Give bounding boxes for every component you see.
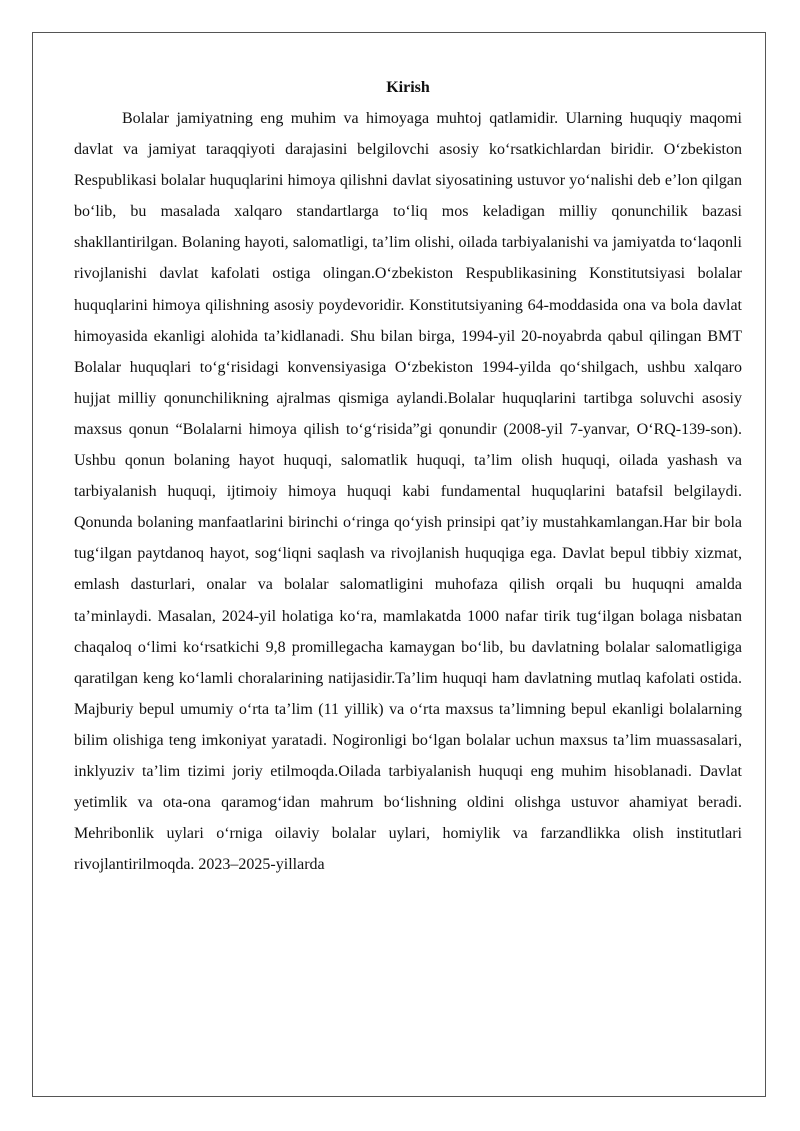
document-body [74,72,742,880]
body-paragraph: Bolalar jamiyatning eng muhim va himoyaga muhtoj qatlamidir. Ularning huquqiy maqomi davlat va jamiyat taraqqiyoti darajasini belgilovchi asosiy ko‘rsatkichlardan biridir. O‘zbekiston Respublikasi bolalar huquqlarini himoya qilishni davlat siyosatining ustuvor yo‘nalishi deb e’lon qilgan bo‘lib, bu masalada xalqaro standartlarga to‘liq mos keladigan milliy qonunchilik bazasi shakllantirilgan. Bolaning hayoti, salomatligi, ta’lim olishi, oilada tarbiyalanishi va jamiyatda to‘laqonli rivojlanishi davlat kafolati ostiga olingan.O‘zbekiston Respublikasining Konstitutsiyasi bolalar huquqlarini himoya qilishning asosiy poydevoridir. Konstitutsiyaning 64-moddasida ona va bola davlat himoyasida ekanligi alohida ta’kidlanadi. Shu bilan birga, 1994-yil 20-noyabrda qabul qilingan BMT Bolalar huquqlari to‘g‘risidagi konvensiyasiga O‘zbekiston 1994-yilda qo‘shilgach, ushbu xalqaro hujjat milliy qonunchilikning ajralmas qismiga aylandi.Bolalar huquqlarini tartibga soluvchi asosiy maxsus qonun “Bolalarni himoya qilish to‘g‘risida”gi qonundir (2008-yil 7-yanvar, O‘RQ-139-son). Ushbu qonun bolaning hayot huquqi, salomatlik huquqi, ta’lim olish huquqi, oilada yashash va tarbiyalanish huquqi, ijtimoiy himoya huquqi kabi fundamental huquqlarini batafsil belgilaydi. Qonunda bolaning manfaatlarini birinchi o‘ringa qo‘yish prinsipi qat’iy mustahkamlangan.Har bir bola tug‘ilgan paytdanoq hayot, sog‘liqni saqlash va rivojlanish huquqiga ega. Davlat bepul tibbiy xizmat, emlash dasturlari, onalar va bolalar salomatligini muhofaza qilish orqali bu huquqni amalda ta’minlaydi. Masalan, 2024-yil holatiga ko‘ra, mamlakatda 1000 nafar tirik tug‘ilgan bolaga nisbatan chaqaloq o‘limi ko‘rsatkichi 9,8 promillegacha kamaygan bo‘lib, bu davlatning bolalar salomatligiga qaratilgan keng ko‘lamli choralarining natijasidir.Ta’lim huquqi ham davlatning mutlaq kafolati ostida. Majburiy bepul umumiy o‘rta ta’lim (11 yillik) va o‘rta maxsus ta’limning bepul ekanligi bolalarning bilim olishiga teng imkoniyat yaratadi. Nogironligi bo‘lgan bolalar uchun maxsus ta’lim muassasalari, inklyuziv ta’lim tizimi joriy etilmoqda.Oilada tarbiyalanish huquqi eng muhim hisoblanadi. Davlat yetimlik va ota-ona qaramog‘idan mahrum bo‘lishning oldini olishga ustuvor ahamiyat beradi. Mehribonlik uylari o‘rniga oilaviy bolalar uylari, homiylik va farzandlikka olish institutlari rivojlantirilmoqda. 2023–2025-yillarda [74,110,742,874]
section-title: Kirish [386,79,430,96]
